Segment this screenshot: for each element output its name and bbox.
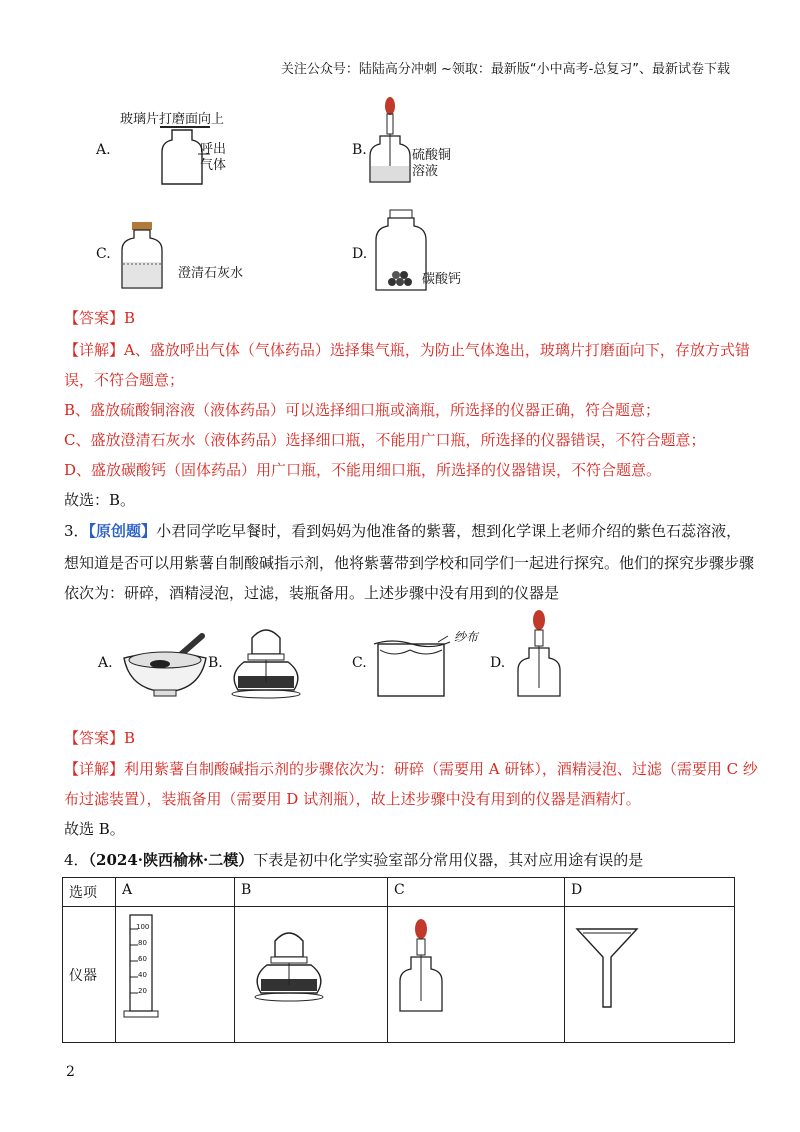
q2-detail-line-3: B、盛放硫酸铜溶液（液体药品）可以选择细口瓶或滴瓶，所选择的仪器正确，符合题意； bbox=[64, 401, 661, 419]
page-number: 2 bbox=[66, 1064, 75, 1080]
q3-option-d-label: D. bbox=[490, 655, 506, 671]
q3-stem-line-1: 3．【原创题】小君同学吃早餐时，看到妈妈为他准备的紫薯，想到化学课上老师介绍的紫色石蕊溶液， bbox=[64, 522, 742, 540]
q2-detail-line-5: D、盛放碳酸钙（固体药品）用广口瓶，不能用细口瓶，所选择的仪器错误，不符合题意。 bbox=[64, 461, 662, 479]
q3-option-a-label: A. bbox=[98, 655, 113, 671]
q3-conclusion: 故选 B。 bbox=[64, 820, 125, 838]
q3-stem-line-2: 想知道是否可以用紫薯自制酸碱指示剂，他将紫薯带到学校和同学们一起进行探究。他们的探究步骤步骤 bbox=[64, 554, 755, 572]
q2-detail-line-1: 【详解】A、盛放呼出气体（气体药品）选择集气瓶，为防止气体逸出，玻璃片打磨面向下，存放方式错 bbox=[64, 341, 750, 359]
cylinder-mark-60: 60 bbox=[138, 955, 147, 963]
dropper-bottle-figure bbox=[514, 608, 564, 700]
q2-option-c-caption: 澄清石灰水 bbox=[178, 266, 244, 281]
mortar-pestle-figure bbox=[120, 628, 210, 698]
gauze-beaker-figure bbox=[372, 636, 452, 698]
cylinder-mark-80: 80 bbox=[138, 939, 147, 947]
table-col-d: D bbox=[565, 878, 735, 907]
q2-option-c-label: C. bbox=[96, 246, 111, 262]
q3-option-c-label: C. bbox=[352, 655, 367, 671]
q2-option-a-caption-top: 玻璃片打磨面向上 bbox=[120, 112, 225, 127]
q2-option-b-label: B. bbox=[352, 142, 367, 158]
alcohol-lamp-figure bbox=[228, 624, 304, 700]
dropper-bottle-figure bbox=[396, 917, 446, 1017]
table-header-instrument: 仪器 bbox=[63, 907, 116, 1043]
q4-stem: 4．（2024·陕西榆林·二模）下表是初中化学实验室部分常用仪器，其对应用途有误的是 bbox=[64, 851, 644, 869]
q2-option-a-label: A. bbox=[96, 142, 111, 158]
table-cell-a bbox=[116, 907, 235, 1043]
cylinder-mark-40: 40 bbox=[138, 971, 147, 979]
q3-detail-line-2: 布过滤装置），装瓶备用（需要用 D 试剂瓶），故上述步骤中没有用到的仪器是酒精灯。 bbox=[64, 790, 641, 808]
q2-detail-line-2: 误，不符合题意； bbox=[64, 371, 185, 389]
table-cell-c bbox=[388, 907, 565, 1043]
page-header: 关注公众号：陆陆高分冲刺 ~领取：最新版“小中高考-总复习”、最新试卷下载 bbox=[280, 62, 730, 77]
table-col-c: C bbox=[388, 878, 565, 907]
q3-stem-line-3: 依次为：研碎，酒精浸泡，过滤，装瓶备用。上述步骤中没有用到的仪器是 bbox=[64, 584, 560, 602]
q2-option-d-caption: 碳酸钙 bbox=[422, 272, 462, 287]
table-cell-b bbox=[235, 907, 388, 1043]
table-header-option: 选项 bbox=[63, 878, 116, 907]
q2-option-b-caption: 硫酸铜 溶液 bbox=[412, 148, 452, 179]
table-col-a: A bbox=[116, 878, 235, 907]
q2-option-d-label: D. bbox=[352, 246, 368, 262]
q3-option-b-label: B. bbox=[208, 655, 223, 671]
narrow-mouth-bottle-figure bbox=[118, 220, 168, 292]
alcohol-lamp-figure bbox=[251, 927, 327, 1003]
q2-conclusion: 故选：B。 bbox=[64, 491, 136, 509]
funnel-figure bbox=[575, 927, 639, 1011]
q3-answer: 【答案】B bbox=[64, 729, 136, 747]
cylinder-mark-100: 100 bbox=[136, 923, 150, 931]
table-col-b: B bbox=[235, 878, 388, 907]
q2-detail-line-4: C、盛放澄清石灰水（液体药品）选择细口瓶，不能用广口瓶，所选择的仪器错误，不符合题意； bbox=[64, 431, 706, 449]
table-cell-d bbox=[565, 907, 735, 1043]
instrument-table bbox=[62, 877, 735, 1043]
q2-answer: 【答案】B bbox=[64, 309, 136, 327]
q3-detail-line-1: 【详解】利用紫薯自制酸碱指示剂的步骤依次为：研碎（需要用 A 研钵），酒精浸泡、过滤（需要用 C 纱 bbox=[64, 760, 758, 778]
q3-option-c-caption: 纱布 bbox=[454, 630, 479, 644]
cylinder-mark-20: 20 bbox=[138, 987, 147, 995]
q2-option-a-caption: 呼出 气体 bbox=[200, 142, 227, 173]
